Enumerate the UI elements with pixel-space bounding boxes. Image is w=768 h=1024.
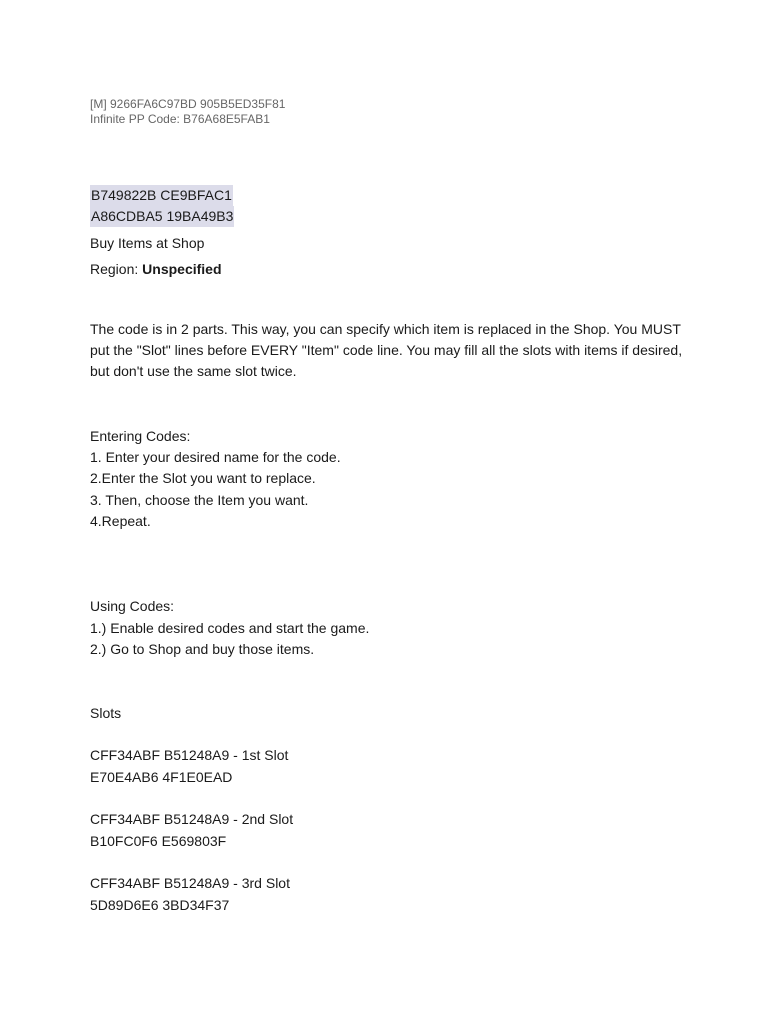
entering-heading: Entering Codes: bbox=[90, 428, 191, 444]
using-heading: Using Codes: bbox=[90, 598, 175, 614]
region-label: Region: bbox=[90, 261, 143, 277]
header-code-line: [M] 9266FA6C97BD 905B5ED35F81 bbox=[90, 97, 286, 111]
using-step: 1.) Enable desired codes and start the game. bbox=[90, 620, 370, 636]
slot-code-line: 5D89D6E6 3BD34F37 bbox=[90, 897, 230, 913]
slots-heading: Slots bbox=[90, 705, 122, 721]
entering-step: 3. Then, choose the Item you want. bbox=[90, 492, 309, 508]
slot-code-line: CFF34ABF B51248A9 - 3rd Slot bbox=[90, 875, 290, 891]
infinite-pp-code-line: Infinite PP Code: B76A68E5FAB1 bbox=[90, 112, 270, 126]
region-value: Unspecified bbox=[142, 261, 222, 277]
slot-code-line: CFF34ABF B51248A9 - 1st Slot bbox=[90, 747, 289, 763]
highlighted-code-block bbox=[90, 185, 234, 227]
slot-code-line: B10FC0F6 E569803F bbox=[90, 833, 227, 849]
region-line bbox=[90, 259, 222, 280]
using-step: 2.) Go to Shop and buy those items. bbox=[90, 641, 315, 657]
entering-step: 1. Enter your desired name for the code. bbox=[90, 449, 341, 465]
slot-code-line: CFF34ABF B51248A9 - 2nd Slot bbox=[90, 811, 294, 827]
entering-step: 4.Repeat. bbox=[90, 513, 151, 529]
slot-code-line: E70E4AB6 4F1E0EAD bbox=[90, 769, 233, 785]
description-paragraph: The code is in 2 parts. This way, you can specify which item is replaced in the Shop. You MUST put the "Slot" lines before EVERY "Item" code line. You may fill all the slots with items if desired, but don't use the same slot twice. bbox=[90, 321, 683, 379]
entering-step: 2.Enter the Slot you want to replace. bbox=[90, 470, 316, 486]
code-title: Buy Items at Shop bbox=[90, 235, 205, 251]
highlighted-code-line: B749822B CE9BFAC1 bbox=[90, 185, 233, 206]
highlighted-code-line: A86CDBA5 19BA49B3 bbox=[90, 206, 234, 227]
